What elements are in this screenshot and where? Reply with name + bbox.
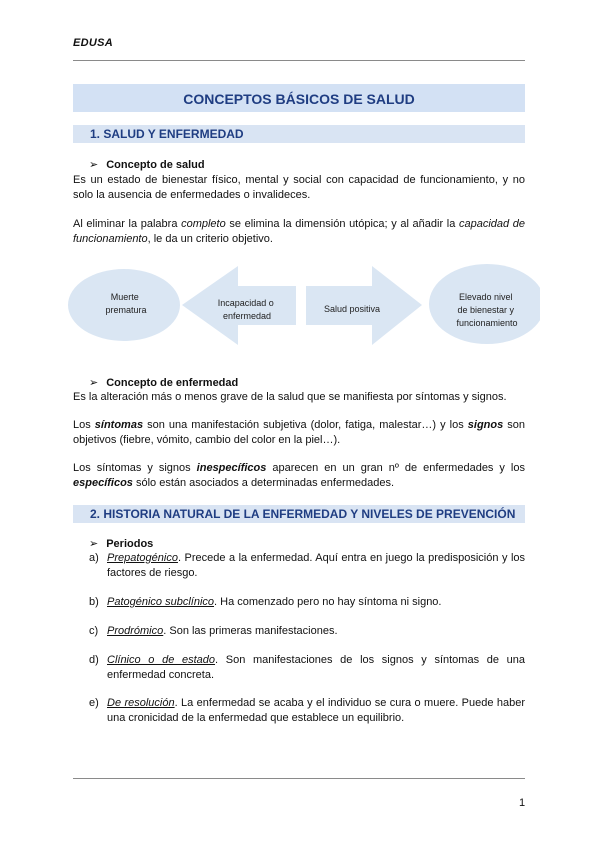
oval-elevado-nivel — [429, 264, 540, 344]
list-item: d) Clínico o de estado. Son manifestaciones de los signos y síntomas de una enfermedad concreta. — [89, 654, 526, 681]
salud-definition: Es un estado de bienestar físico, mental y social con capacidad de funcionamiento, y no solo la ausencia de enfermedades o invalideces. — [73, 174, 525, 201]
salud-paragraph-2: Al eliminar la palabra completo se elimina la dimensión utópica; y al añadir la capacidad de funcionamiento, le da un criterio objetivo. — [73, 218, 525, 245]
sintomas-signos-paragraph: Los síntomas son una manifestación subjetiva (dolor, fatiga, malestar…) y los signos son objetivos (fiebre, vómito, cambio del color en la piel…). — [73, 419, 526, 446]
oval-right-text: Elevado nivel de bienestar y funcionamiento — [456, 292, 518, 328]
list-item: a) Prepatogénico. Precede a la enfermedad. Aquí entra en juego la predisposición y los factores de riesgo. — [89, 552, 525, 579]
health-continuum-diagram — [60, 258, 540, 368]
arrowhead-bullet-icon: ➢ — [89, 159, 99, 171]
inespecificos-paragraph: Los síntomas y signos inespecíficos aparecen en un gran nº de enfermedades y los específicos sólo están asociados a determinadas enfermedades. — [73, 462, 525, 489]
title-band — [73, 84, 525, 112]
arrowhead-bullet-icon: ➢ — [89, 377, 99, 389]
arrowhead-bullet-icon: ➢ — [89, 538, 99, 550]
arrow-left-text: Incapacidad o enfermedad — [217, 298, 274, 321]
section-heading-1: 1. SALUD Y ENFERMEDAD — [73, 125, 525, 143]
footer-rule — [73, 778, 525, 779]
document-header: EDUSA — [73, 37, 114, 49]
section-heading-2: 2. HISTORIA NATURAL DE LA ENFERMEDAD Y NIVELES DE PREVENCIÓN — [73, 505, 525, 523]
list-item: e) De resolución. La enfermedad se acaba y el individuo se cura o muere. Puede haber una cronicidad de la enfermedad que establece un equilibrio. — [89, 697, 525, 724]
page-title: CONCEPTOS BÁSICOS DE SALUD — [183, 91, 415, 107]
list-item: c) Prodrómico. Son las primeras manifestaciones. — [89, 625, 338, 637]
arrow-right-text: Salud positiva — [323, 304, 381, 314]
enfermedad-definition: Es la alteración más o menos grave de la salud que se manifiesta por síntomas y signos. — [73, 391, 507, 403]
subheading-concepto-enfermedad: ➢ Concepto de enfermedad — [89, 377, 239, 389]
list-item: b) Patogénico subclínico. Ha comenzado pero no hay síntoma ni signo. — [89, 596, 442, 608]
header-rule — [73, 60, 525, 61]
subheading-periodos: ➢ Periodos — [89, 538, 154, 550]
subheading-concepto-salud: ➢ Concepto de salud — [89, 159, 205, 171]
page-number: 1 — [519, 797, 526, 809]
oval-left-text: Muerte prematura — [105, 292, 147, 315]
